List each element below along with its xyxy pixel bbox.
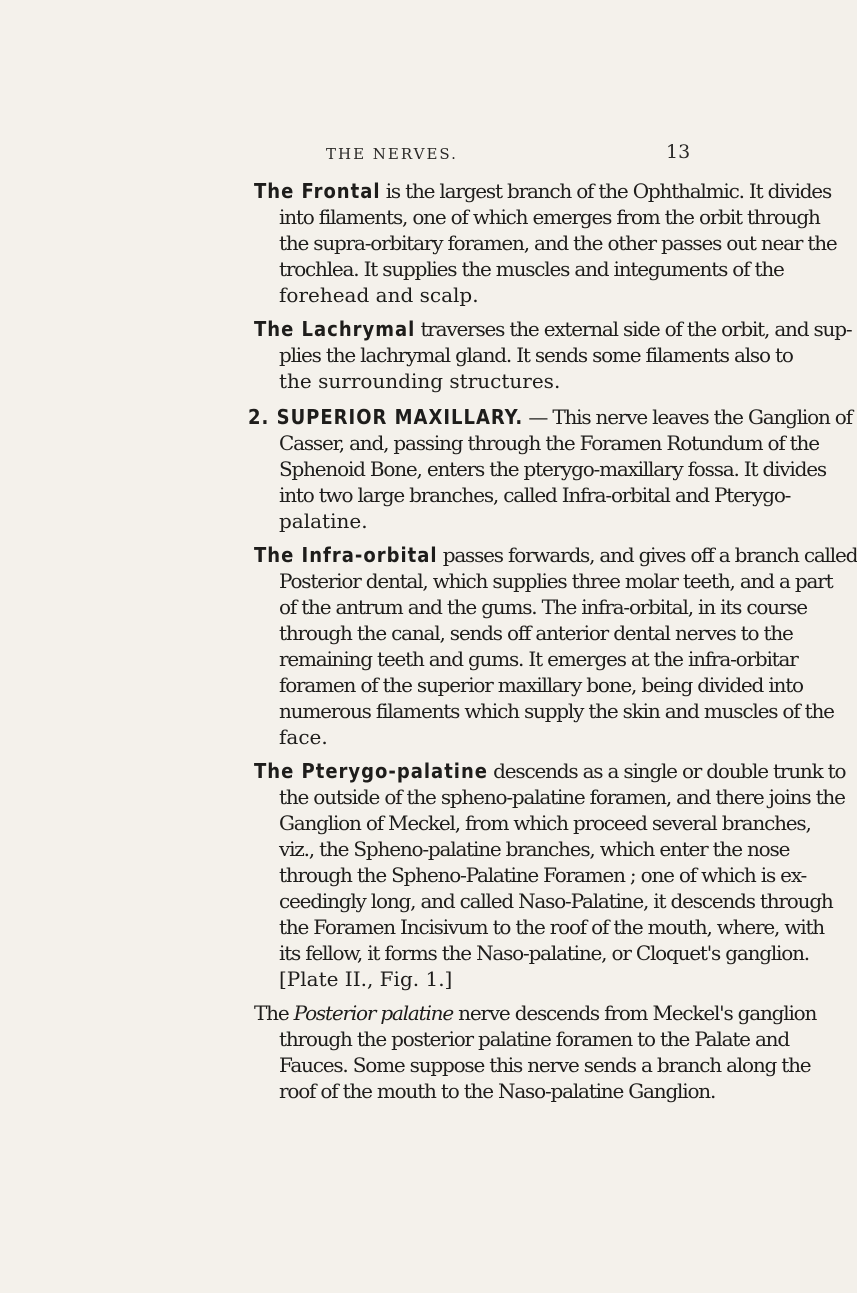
paragraph-superior-maxillary-line-5: palatine. bbox=[279, 509, 368, 533]
heading-frontal: The Frontal bbox=[254, 179, 381, 203]
paragraph-posterior-palatine-line-4: roof of the mouth to the Naso-palatine Ganglion. bbox=[279, 1079, 716, 1103]
running-title: THE NERVES. bbox=[326, 145, 458, 163]
paragraph-posterior-palatine-line-3: Fauces. Some suppose this nerve sends a branch along the bbox=[279, 1053, 811, 1077]
paragraph-pterygo-palatine-line-3: Ganglion of Meckel, from which proceed several branches, bbox=[279, 811, 811, 835]
paragraph-superior-maxillary-line-1: 2. SUPERIOR MAXILLARY. — This nerve leaves the Ganglion of bbox=[248, 405, 852, 429]
page-number: 13 bbox=[666, 141, 691, 163]
paragraph-infra-orbital-line-1: The Infra-orbital passes forwards, and gives off a branch called bbox=[254, 543, 857, 567]
paragraph-pterygo-palatine-line-2: the outside of the spheno-palatine foramen, and there joins the bbox=[279, 785, 845, 809]
paragraph-superior-maxillary-line-3: Sphenoid Bone, enters the pterygo-maxillary fossa. It divides bbox=[279, 457, 826, 481]
paragraph-pterygo-palatine-line-6: ceedingly long, and called Naso-Palatine, it descends through bbox=[279, 889, 833, 913]
paragraph-pterygo-palatine-line-9: [Plate II., Fig. 1.] bbox=[279, 967, 453, 991]
paragraph-infra-orbital-line-7: numerous filaments which supply the skin and muscles of the bbox=[279, 699, 834, 723]
heading-superior-maxillary: 2. SUPERIOR MAXILLARY. bbox=[248, 405, 524, 429]
paragraph-lachrymal-line-2: plies the lachrymal gland. It sends some filaments also to bbox=[279, 343, 793, 367]
paragraph-infra-orbital-line-5: remaining teeth and gums. It emerges at the infra-orbitar bbox=[279, 647, 798, 671]
paragraph-frontal-line-2: into filaments, one of which emerges from the orbit through bbox=[279, 205, 820, 229]
paragraph-pterygo-palatine-line-1: The Pterygo-palatine descends as a single or double trunk to bbox=[254, 759, 846, 783]
paragraph-pterygo-palatine-line-5: through the Spheno-Palatine Foramen ; one of which is ex- bbox=[279, 863, 807, 887]
paragraph-infra-orbital-line-2: Posterior dental, which supplies three molar teeth, and a part bbox=[279, 569, 833, 593]
paragraph-superior-maxillary-line-4: into two large branches, called Infra-orbital and Pterygo- bbox=[279, 483, 791, 507]
running-head bbox=[0, 141, 800, 167]
paragraph-posterior-palatine-line-1: The Posterior palatine nerve descends from Meckel's ganglion bbox=[254, 1001, 817, 1025]
paragraph-superior-maxillary-line-2: Casser, and, passing through the Foramen Rotundum of the bbox=[279, 431, 819, 455]
paragraph-lachrymal-line-1: The Lachrymal traverses the external side of the orbit, and sup- bbox=[254, 317, 852, 341]
paragraph-frontal-line-5: forehead and scalp. bbox=[279, 283, 479, 307]
paragraph-infra-orbital-line-4: through the canal, sends off anterior dental nerves to the bbox=[279, 621, 793, 645]
paragraph-posterior-palatine-line-2: through the posterior palatine foramen to the Palate and bbox=[279, 1027, 789, 1051]
heading-pterygo-palatine: The Pterygo-palatine bbox=[254, 759, 488, 783]
paragraph-pterygo-palatine-line-4: viz., the Spheno-palatine branches, which enter the nose bbox=[279, 837, 790, 861]
paragraph-frontal-line-4: trochlea. It supplies the muscles and integuments of the bbox=[279, 257, 784, 281]
paragraph-infra-orbital-line-8: face. bbox=[279, 725, 328, 749]
heading-posterior-palatine: The bbox=[254, 1001, 289, 1025]
heading-lachrymal: The Lachrymal bbox=[254, 317, 416, 341]
paragraph-pterygo-palatine-line-8: its fellow, it forms the Naso-palatine, or Cloquet's ganglion. bbox=[279, 941, 809, 965]
heading-infra-orbital: The Infra-orbital bbox=[254, 543, 438, 567]
paragraph-frontal-line-1: The Frontal is the largest branch of the Ophthalmic. It divides bbox=[254, 179, 832, 203]
paragraph-infra-orbital-line-3: of the antrum and the gums. The infra-orbital, in its course bbox=[279, 595, 807, 619]
paragraph-pterygo-palatine-line-7: the Foramen Incisivum to the roof of the mouth, where, with bbox=[279, 915, 824, 939]
paragraph-infra-orbital-line-6: foramen of the superior maxillary bone, being divided into bbox=[279, 673, 803, 697]
paragraph-frontal-line-3: the supra-orbitary foramen, and the other passes out near the bbox=[279, 231, 837, 255]
paragraph-lachrymal-line-3: the surrounding structures. bbox=[279, 369, 561, 393]
